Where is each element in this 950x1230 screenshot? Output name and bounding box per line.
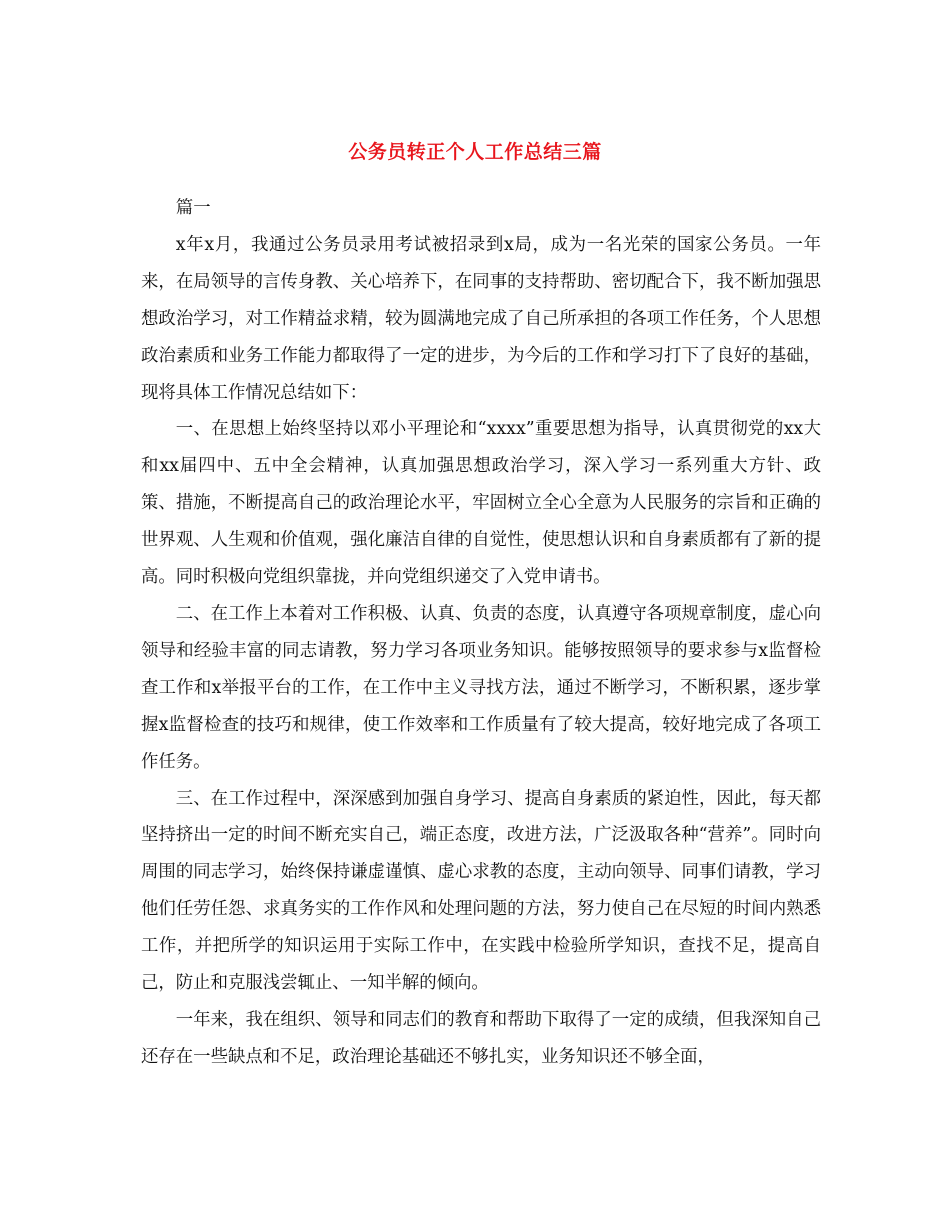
paragraph-self-study: 三、在工作过程中，深深感到加强自身学习、提高自身素质的紧迫性，因此，每天都坚持挤出一定的时间不断充实自己，端正态度，改进方法，广泛汲取各种“营养”。同时向周围的同志学习，始终保持谦虚谨慎、虚心求教的态度，主动向领导、同事们请教，学习他们任劳任怨、求真务实的工作作风和处理问题的方法，努力使自己在尽短的时间内熟悉工作，并把所学的知识运用于实际工作中，在实践中检验所学知识，查找不足，提高自己，防止和克服浅尝辄止、一知半解的倾向。 [141, 788, 821, 994]
section-heading: 篇一 [175, 198, 211, 218]
paragraph-intro: x年x月，我通过公务员录用考试被招录到x局，成为一名光荣的国家公务员。一年来，在局领导的言传身教、关心培养下，在同事的支持帮助、密切配合下，我不断加强思想政治学习，对工作精益求精，较为圆满地完成了自己所承担的各项工作任务，个人思想政治素质和业务工作能力都取得了一定的进步，为今后的工作和学习打下了良好的基础，现将具体工作情况总结如下： [141, 234, 821, 403]
paragraph-summary: 一年来，我在组织、领导和同志们的教育和帮助下取得了一定的成绩，但我深知自己还存在一些缺点和不足，政治理论基础还不够扎实，业务知识还不够全面， [141, 1009, 821, 1067]
document-title: 公务员转正个人工作总结三篇 [348, 141, 602, 163]
document-body [141, 190, 821, 1076]
paragraph-work-attitude: 二、在工作上本着对工作积极、认真、负责的态度，认真遵守各项规章制度，虚心向领导和经验丰富的同志请教，努力学习各项业务知识。能够按照领导的要求参与x监督检查工作和x举报平台的工作，在工作中主义寻找方法，通过不断学习，不断积累，逐步掌握x监督检查的技巧和规律，使工作效率和工作质量有了较大提高，较好地完成了各项工作任务。 [141, 603, 821, 772]
paragraph-ideology: 一、在思想上始终坚持以邓小平理论和“xxxx”重要思想为指导，认真贯彻党的xx大和xx届四中、五中全会精神，认真加强思想政治学习，深入学习一系列重大方针、政策、措施，不断提高自己的政治理论水平，牢固树立全心全意为人民服务的宗旨和正确的世界观、人生观和价值观，强化廉洁自律的自觉性，使思想认识和自身素质都有了新的提高。同时积极向党组织靠拢，并向党组织递交了入党申请书。 [141, 419, 821, 588]
